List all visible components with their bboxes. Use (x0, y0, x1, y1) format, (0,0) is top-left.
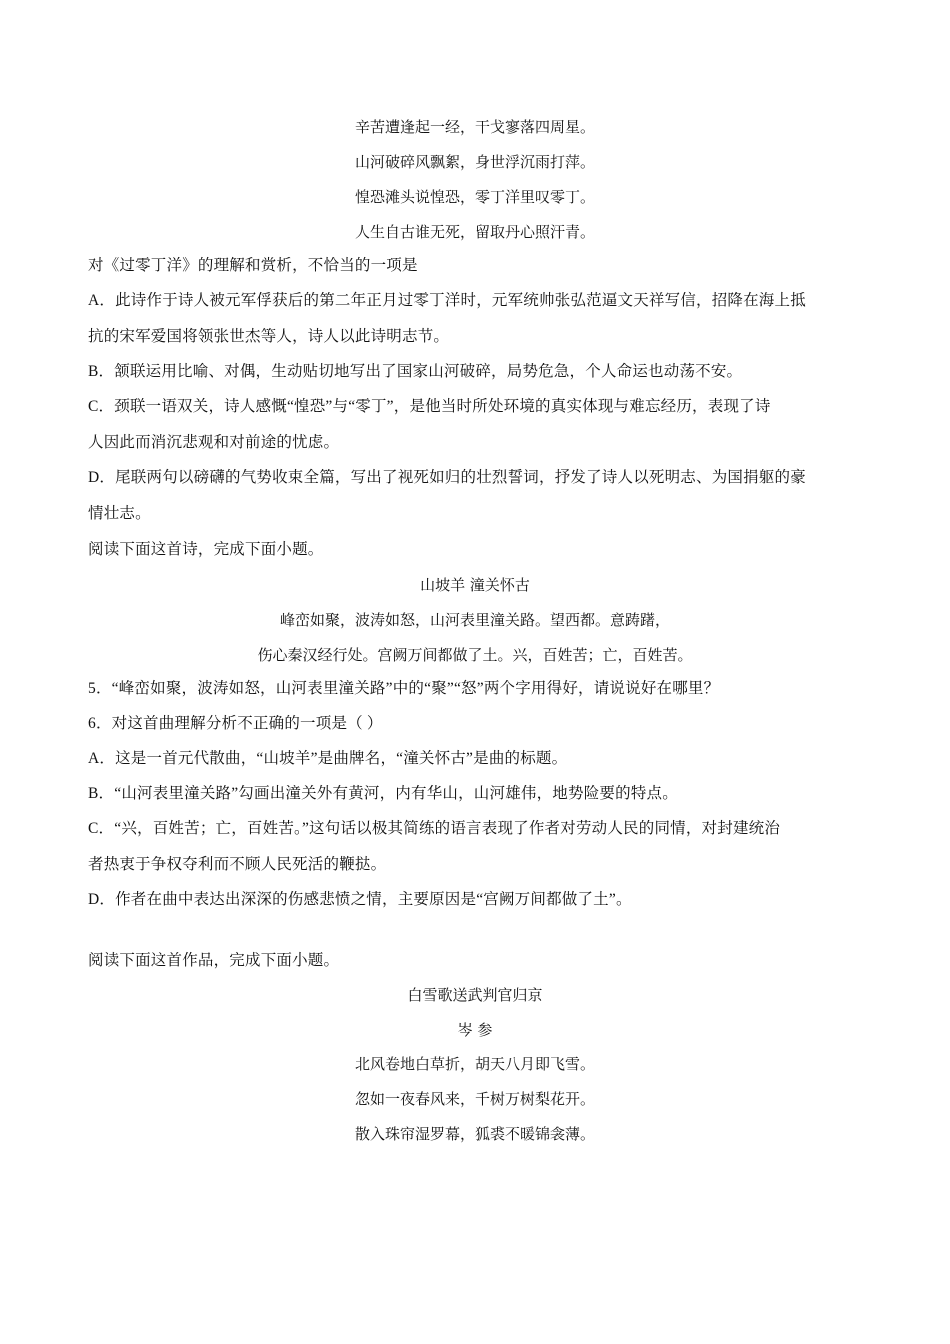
section3-author: 岑 参 (457, 1021, 493, 1039)
section3-intro: 阅读下面这首作品，完成下面小题。 (88, 952, 340, 969)
q6-option-d: D．作者在曲中表达出深深的伤感悲愤之情，主要原因是“宫阙万间都做了土”。 (88, 891, 632, 908)
section2-line-2: 伤心秦汉经行处。宫阙万间都做了土。兴，百姓苦；亡，百姓苦。 (257, 646, 693, 664)
option-d-line-1: D．尾联两句以磅礴的气势收束全篇，写出了视死如归的壮烈誓词，抒发了诗人以死明志、为国捐躯的豪 (88, 469, 806, 486)
option-c-line-1: C．颈联一语双关，诗人感慨“惶恐”与“零丁”，是他当时所处环境的真实体现与难忘经历，表现了诗 (88, 398, 771, 415)
option-d-line-2: 情壮志。 (88, 505, 151, 522)
q6-option-c-line-1: C．“兴，百姓苦；亡，百姓苦。”这句话以极其简练的语言表现了作者对劳动人民的同情，对封建统治 (88, 820, 781, 837)
section2-title: 山坡羊 潼关怀古 (420, 576, 530, 594)
option-a-line-2: 抗的宋军爱国将领张世杰等人，诗人以此诗明志节。 (88, 328, 450, 345)
question-prompt: 对《过零丁洋》的理解和赏析，不恰当的一项是 (88, 257, 418, 274)
q6-option-a: A．这是一首元代散曲，“山坡羊”是曲牌名，“潼关怀古”是曲的标题。 (88, 750, 568, 767)
option-a-line-1: A．此诗作于诗人被元军俘获后的第二年正月过零丁洋时，元军统帅张弘范逼文天祥写信，招降在海上抵 (88, 292, 806, 309)
section3-line-3: 散入珠帘湿罗幕，狐裘不暖锦衾薄。 (354, 1125, 595, 1143)
section3-line-2: 忽如一夜春风来，千树万树梨花开。 (354, 1090, 595, 1108)
poem1-line-2: 山河破碎风飘絮，身世浮沉雨打萍。 (354, 153, 595, 171)
question-5: 5．“峰峦如聚，波涛如怒，山河表里潼关路”中的“聚”“怒”两个字用得好，请说说好在哪里？ (88, 680, 720, 697)
question-6: 6．对这首曲理解分析不正确的一项是（ ） (88, 715, 383, 732)
poem1-line-3: 惶恐滩头说惶恐，零丁洋里叹零丁。 (354, 188, 595, 206)
section3-title: 白雪歌送武判官归京 (407, 986, 543, 1004)
section2-line-1: 峰峦如聚，波涛如怒，山河表里潼关路。望西都。意踌躇， (279, 611, 670, 629)
poem1-line-4: 人生自古谁无死，留取丹心照汗青。 (354, 223, 595, 241)
q6-option-c-line-2: 者热衷于争权夺利而不顾人民死活的鞭挞。 (88, 856, 387, 873)
section3-line-1: 北风卷地白草折，胡天八月即飞雪。 (354, 1055, 595, 1073)
option-b: B．颔联运用比喻、对偶，生动贴切地写出了国家山河破碎，局势危急，个人命运也动荡不安。 (88, 363, 743, 380)
section2-intro: 阅读下面这首诗，完成下面小题。 (88, 541, 324, 558)
q6-option-b: B．“山河表里潼关路”勾画出潼关外有黄河，内有华山，山河雄伟，地势险要的特点。 (88, 785, 678, 802)
option-c-line-2: 人因此而消沉悲观和对前途的忧虑。 (88, 434, 340, 451)
poem1-line-1: 辛苦遭逢起一经，干戈寥落四周星。 (354, 118, 595, 136)
